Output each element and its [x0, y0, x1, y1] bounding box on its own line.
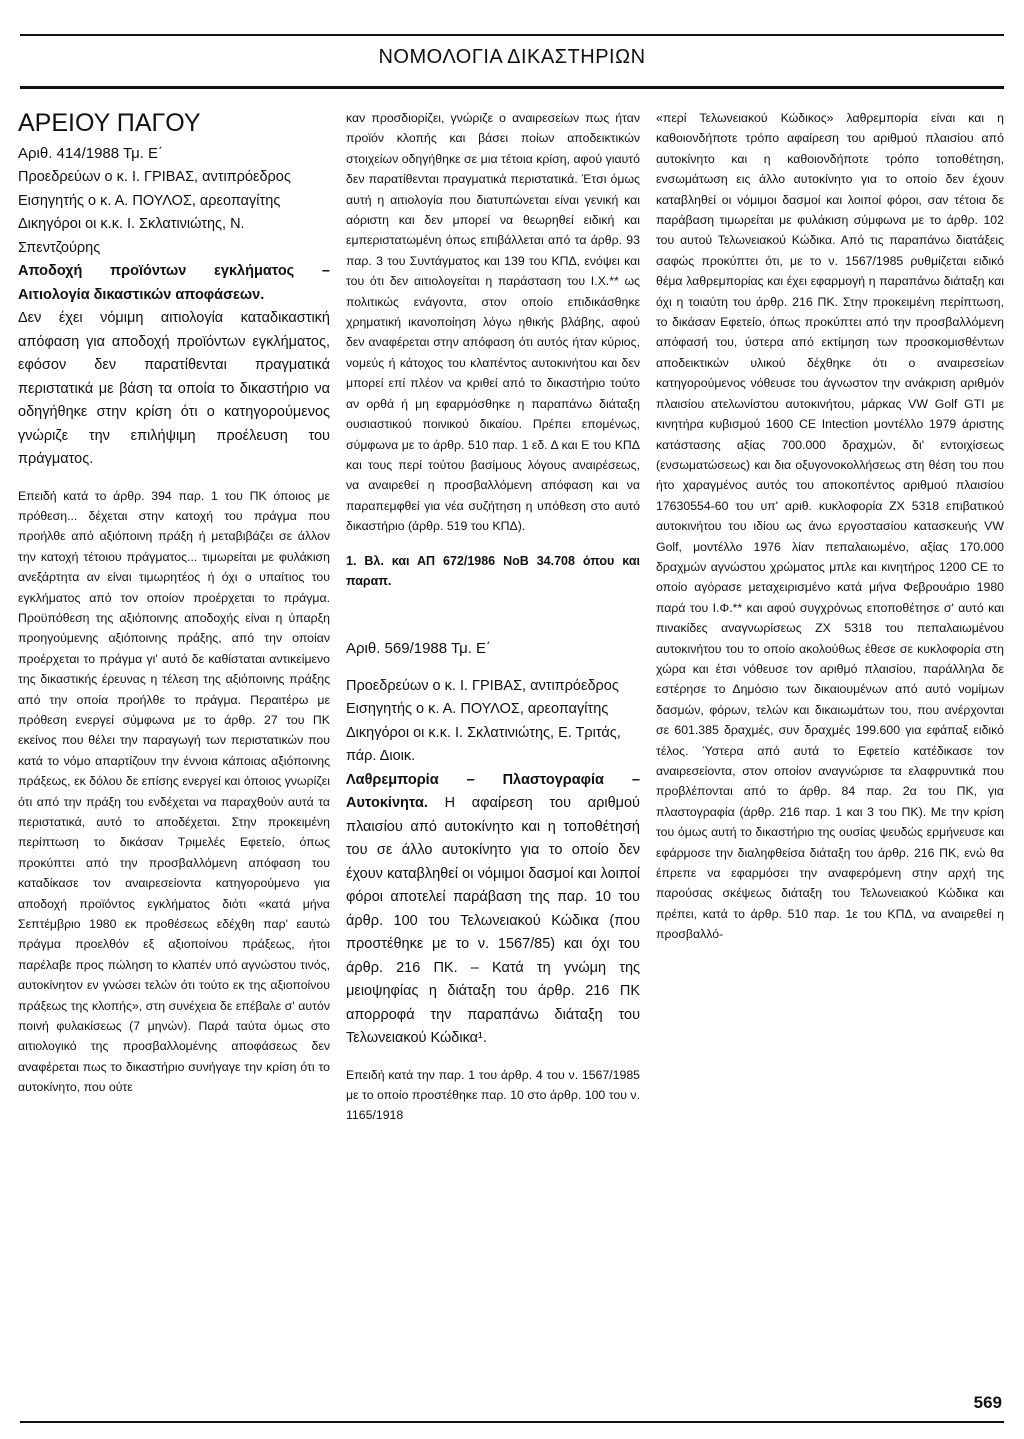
running-title: ΝΟΜΟΛΟΓΙΑ ΔΙΚΑΣΤΗΡΙΩΝ — [378, 46, 646, 68]
footnote-reference: 1. Βλ. και ΑΠ 672/1986 ΝοΒ 34.708 όπου και παραπ. — [346, 553, 640, 588]
decision-body-2: Επειδή κατά την παρ. 1 του άρθρ. 4 του ν. 1567/1985 με το οποίο προστέθηκε παρ. 10 στο άρθρ. 100 του ν. 1165/1918 — [346, 1067, 640, 1123]
lawyers-2: Δικηγόροι οι κ.κ. Ι. Σκλατινιώτης, Ε. Τριτάς, πάρ. Διοικ. — [346, 724, 621, 765]
column-1 — [18, 108, 330, 1098]
rapporteur: Εισηγητής ο κ. Α. ΠΟΥΛΟΣ, αρεοπαγίτης — [18, 192, 281, 209]
decision-number: Αριθ. 414/1988 Τμ. Ε΄ — [18, 145, 164, 162]
spacer — [18, 472, 330, 486]
header-rule — [20, 86, 1004, 89]
court-name: ΑΡΕΙΟΥ ΠΑΓΟΥ — [18, 109, 201, 137]
spacer — [346, 591, 640, 637]
top-rule — [20, 34, 1004, 36]
decision-body-2-continued: «περί Τελωνειακού Κώδικος» λαθρεμπορία είναι και η καθοιονδήποτε τρόπο αφαίρεση του αριθμού πλαισίου από αυτοκίνητο και η καθοιονδήποτε τρόπο τοποθέτηση, ενσωμάτωση εις άλλο αυτοκίνητο για το οποίο δεν έχουν καταβληθεί οι νόμιμοι δασμοί και λοιποί φόροι, σαν τέτοια δε παράβαση τιμωρείται με φυλάκιση σύμφωνα με το άρθρ. 102 του αυτού Τελωνειακού Κώδικα. Από τις παραπάνω διατάξεις σαφώς προκύπτει ότι, με το ν. 1567/1985 ρυθμίζεται ειδικό θέμα λαθρεμπορίας και έχει εφαρμογή η παραπάνω διάταξη και όχι η τοιαύτη του άρθρ. 216 ΠΚ. Στην προκειμένη περίπτωση, το δικάσαν Εφετείο, όπως προκύπτει από την προσβαλλόμενη απόφασή του, ύστερα από εκτίμηση των προσκομισθέντων αποδεικτικών υλικού δέχθηκε ότι ο αναιρεσείων κατηγορούμενος νόθευσε του άγνωστον την ανάκριση αριθμόν πλαισίου ατελωνίστου αυτοκινήτου, μάρκας VW Golf GTI με κινητήρα κυβισμού 1600 CE Intection μοντέλλο 1979 άριστης κατάστασης αξίας 700.000 δραχμών, δι' εντοιχίσεως (ενσωματώσεως) και δια οξυγονοκολλήσεως στη θέση του που ήτο χαραγμένος αυτός του αποκοπέντος αριθμού πλαισίου 17630554-60 του υπ' αριθ. κυκλοφορία ΖΧ 5318 επιβατικού αυτοκινήτου του ιδίου ως άνω εργοστασίου κατασκευής VW Golf, μοντέλλο 1976 λίαν πεπαλαιωμένο, αξίας 170.000 δραχμών αγνώστου χρώματος μπλε και κινητήρος 1200 CE το οποίο αγόρασε μεταχειρισμένο κατά μήνα Φεβρουάριο 1980 παρά του Ι.Φ.** και αφού συγχρόνως εποποθέτησε σ' αυτό και πινακίδες αναγνωρίσεως ΖΧ 5318 του πεπαλαιωμένου αυτοκινήτου του το οποίο ακολούθως έθεσε σε κυκλοφορία στη χώρα και έτσι νόθευσε τον αριθμό πλαισίου, παράλληλα δε εστέρησε το Δημόσιο των δικαιουμένων από αυτό νομίμων δασμών, φόρων, τελών και δικαιωμάτων του, που ανέρχονται σε 601.385 δραχμές, συν δραχμές 199.600 για εφάπαξ ειδικό τέλος. Ύστερα από αυτά το Εφετείο κατέδικασε τον αναιρεσείοντα, στον οποίον αναγνώρισε τα ελαφρυντικά που προβλέπονται από το άρθρ. 84 παρ. 2α του ΠΚ, για πλαστογραφία (άρθρ. 216 παρ. 1 και 3 του ΠΚ). Με την κρίση του όμως αυτή το δικαστήριο της ουσίας ψευδώς ερμήνευσε και εφάρμοσε την διαληφθείσα διάταξη του άρθρ. 216 ΠΚ, ενώ θα έπρεπε να εφαρμόσει την αναφερόμενη στην αρχή της παρούσας σκέψεως διάταξη του Τελωνειακού Κώδικα και πρέπει, κατά το άρθρ. 510 παρ. 1ε του ΚΠΔ, να αναιρεθεί η προσβαλλό- — [656, 111, 1004, 942]
decision-summary: Δεν έχει νόμιμη αιτιολογία καταδικαστική απόφαση για αποδοχή προϊόντων εγκλήματος, εφόσον δεν παρατίθενται πραγματικά περιστατικά με βάση τα οποία το δικαστήριο να οδηγήθηκε στην κρίση ότι ο κατηγορούμενος γνώριζε την επιλήψιμη προέλευση του πράγματος. — [18, 310, 330, 467]
decision-body-continued: καν προσδιορίζει, γνώριζε ο αναιρεσείων πως ήταν προϊόν κλοπής και βάσει ποίων αποδεικτικών στοιχείων οδηγήθηκε σε μια τέτοια κρίση, αφού γιαυτό δεν παρατίθενται πραγματικά περιστατικά. Έτσι όμως αυτή η αιτιολογία που διατυπώνεται είναι γενική και αόριστη και δεν μπορεί να θεωρηθεί ειδική και εμπεριστατωμένη όπως επιβάλλεται από τα άρθρ. 93 παρ. 3 του Συντάγματος και 139 του ΚΠΔ, ενόψει και του ότι δεν αιτιολογείται η παράσταση του Ι.Χ.** ως πολιτικώς ενάγοντα, στον οποίο επιδικάσθηκε χρηματική ικανοποίηση λόγω ηθικής βλάβης, αφού δεν αναφέρεται στην απόφαση ότι αυτός ήταν κύριος, νομεύς ή κάτοχος του κλαπέντος αυτοκινήτου και δεν μπορεί επί πλέον να κριθεί από το δικαστήριο τούτο αν ορθά ή μη εφαρμόσθηκε η παραπάνω διάταξη ουσιαστικού ποινικού δικαίου. Πρέπει επομένως, σύμφωνα με το άρθρ. 510 παρ. 1 εδ. Δ και Ε του ΚΠΔ και τους περί τούτου βασίμους λόγους αναιρέσεως, να αναιρεθεί η προσβαλλόμενη απόφαση και να παραπεμφθεί για νέα συζήτηση η υπόθεση στο αυτό δικαστήριο (άρθρ. 519 του ΚΠΔ). — [346, 111, 640, 534]
decision-summary-2 — [346, 769, 640, 1051]
spacer — [346, 1051, 640, 1065]
rapporteur-2: Εισηγητής ο κ. Α. ΠΟΥΛΟΣ, αρεοπαγίτης — [346, 701, 609, 718]
bottom-rule — [20, 1421, 1004, 1423]
decision-subject-2: Λαθρεμπορία – Πλαστογραφία – Αυτοκίνητα. — [346, 771, 640, 812]
lawyers: Δικηγόροι οι κ.κ. Ι. Σκλατινιώτης, Ν. Σπεντζούρης — [18, 216, 245, 256]
decision-subject: Αποδοχή προϊόντων εγκλήματος – Αιτιολογία δικαστικών αποφάσεων. — [18, 263, 330, 303]
summary-text-2: Η αφαίρεση του αριθμού πλαισίου από αυτοκίνητο και η τοποθέτησή του σε άλλο αυτοκίνητο για το οποίο δεν έχουν καταβληθεί οι νόμιμοι δασμοί και λοιποί φόροι αποτελεί παράβαση της παρ. 10 του άρθρ. 100 του Τελωνειακού Κώδικα (που προστέθηκε με το ν. 1567/85) και όχι του άρθρ. 216 ΠΚ. – Κατά τη γνώμη της μειοψηφίας η διάταξη του άρθρ. 216 ΠΚ απορροφά την παραπάνω διάταξη του Τελωνειακού Κώδικα¹. — [346, 795, 640, 1047]
decision-number-2: Αριθ. 569/1988 Τμ. Ε΄ — [346, 639, 492, 657]
page-number: 569 — [973, 1393, 1002, 1412]
spacer — [346, 537, 640, 551]
column-2 — [346, 108, 640, 1126]
presiding-judge: Προεδρεύων ο κ. Ι. ΓΡΙΒΑΣ, αντιπρόεδρος — [18, 169, 291, 185]
column-3 — [656, 108, 1004, 945]
spacer — [346, 661, 640, 675]
decision-body: Επειδή κατά το άρθρ. 394 παρ. 1 του ΠΚ όποιος με πρόθεση... δέχεται στην κατοχή του πράγμα που προήλθε από αξιόποινη πράξη ή μεταβιβάζει σε άλλον την κατοχή τέτοιου πράγματος... τιμωρείται με φυλάκιση ανεξάρτητα αν είναι τιμωρητέος ή όχι ο υπαίτιος του εγκλήματος από τον οποίον προέρχεται το πράγμα. Προϋπόθεση της αξιόποινης αποδοχής είναι η ύπαρξη προηγούμενης αξιόποινης πράξης, από την οποίαν προέρχεται το πράγμα γι' αυτό δε καθίσταται αντικείμενο της δικαστικής έρευνας η τέλεση της αξιόποινης πράξης από την οποία προήλθε το πράγμα. Περαιτέρω με πρόθεση ενεργεί σύμφωνα με το άρθρ. 27 του ΠΚ εκείνος που θέλει την παραγωγή των περιστατικών που κατά το νόμο απαρτίζουν την έννοια κάποιας αξιόποινης πράξεως, εκ δόλου δε επίσης ενεργεί και όποιος γνωρίζει ότι από την πράξη του ενδέχεται να παραχθούν αυτά τα περιστατικά, αυτό το αποδέχεται. Στην προκειμένη περίπτωση το δικάσαν Τριμελές Εφετείο, όπως προκύπτει από την προσβαλλόμενη απόφαση του καταδίκασε τον αναιρεσείοντα κατηγορούμενο για αποδοχή προϊόντος εγκλήματος διότι «κατά μήνα Σεπτέμβριο 1980 εκ προθέσεως εδέχθη παρ' εαυτώ πράγμα προελθόν εξ αξιοποίνου πράξεως, ήτοι παρέλαβε προς πώληση το κλαπέν υπό αγνώστου τινός, αυτοκίνητον εν γνώσει τελών ότι τούτο εκ της αξιοποίνου πράξεως της κλοπής», στη συνέχεια δε επέβαλε σ' αυτόν ποινή φυλακίσεως (7 μηνών). Παρά ταύτα όμως στο αιτιολογικό της προσβαλλομένης αποφάσεως δεν αναφέρεται πως το δικαστήριο συνήγαγε την κρίση ότι το αυτοκίνητο, που ούτε — [18, 488, 330, 1095]
presiding-judge-2: Προεδρεύων ο κ. Ι. ΓΡΙΒΑΣ, αντιπρόεδρος — [346, 677, 619, 694]
